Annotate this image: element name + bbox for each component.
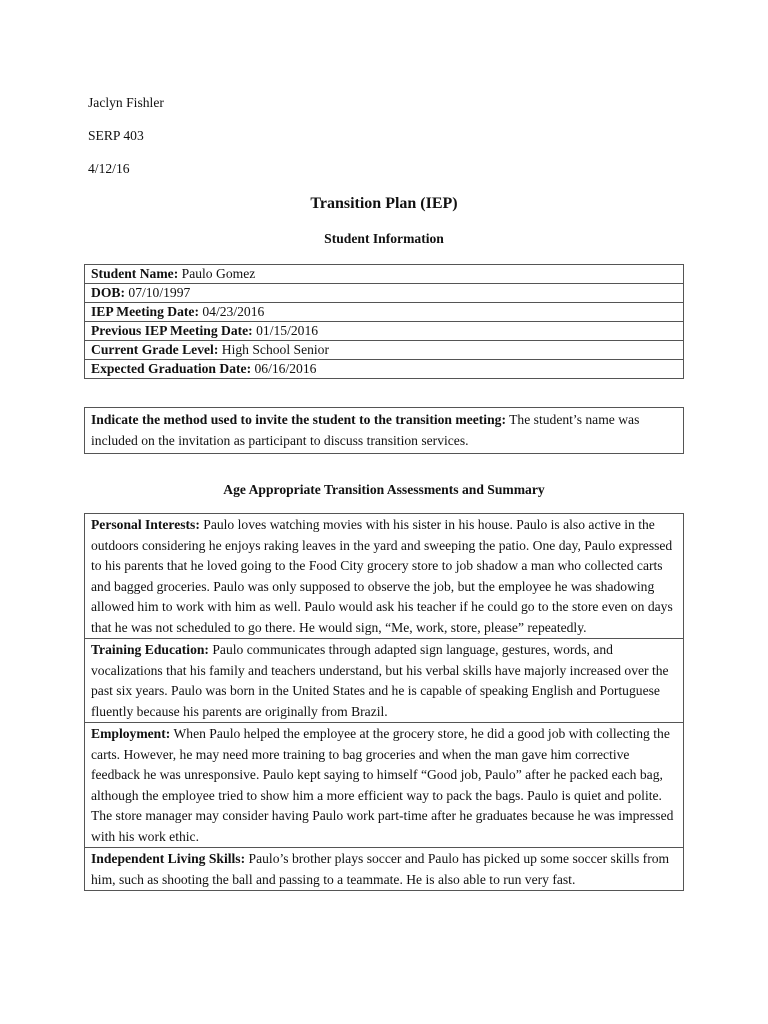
student-info-row [85, 303, 683, 322]
student-info-heading: Student Information [324, 231, 444, 246]
row-label: Expected Graduation Date: [91, 361, 252, 376]
row-value: 01/15/2016 [256, 323, 319, 338]
student-info-row [85, 360, 683, 378]
row-label: Current Grade Level: [91, 342, 219, 357]
assessment-label: Independent Living Skills: [91, 851, 246, 866]
document-title: Transition Plan (IEP) [310, 195, 458, 212]
assessment-label: Training Education: [91, 642, 209, 657]
invitation-box [84, 407, 684, 454]
row-value: 06/16/2016 [254, 361, 317, 376]
assessment-label: Personal Interests: [91, 517, 200, 532]
assessment-text: When Paulo helped the employee at the grocery store, he did a good job with collecting the carts. However, he may need more training to bag groceries and when the man gave him corrective feedback he was unresponsive. Paulo kept saying to himself “Good job, Paulo” after he packed each bag, although the employee tried to show him a more efficient way to pack the bags. Paulo is quiet and polite. The store manager may consider having Paulo work part-time after he graduates because he was impressed with his work ethic. [91, 726, 674, 844]
course-code: SERP 403 [88, 128, 144, 143]
invitation-label: Indicate the method used to invite the student to the transition meeting: [91, 412, 506, 427]
student-info-row [85, 341, 683, 360]
assessment-row-employment [85, 723, 683, 848]
student-info-row [85, 265, 683, 284]
student-info-row [85, 284, 683, 303]
document-date: 4/12/16 [88, 161, 130, 176]
assessments-table [84, 513, 684, 891]
row-value: 07/10/1997 [128, 285, 191, 300]
student-info-row [85, 322, 683, 341]
row-label: Student Name: [91, 266, 179, 281]
assessment-text: Paulo loves watching movies with his sister in his house. Paulo is also active in the outdoors considering he enjoys raking leaves in the yard and sweeping the patio. One day, Paulo expressed to his parents that he loved going to the Food City grocery store to job shadow a man who collected carts and bagged groceries. Paulo was only supposed to observe the job, but the employee he was shadowing allowed him to work with him as well. Paulo would ask his teacher if he could go to the store even on days that he was not scheduled to go there. He would sign, “Me, work, store, please” repeatedly. [91, 517, 673, 635]
invitation-text [85, 408, 683, 453]
row-value: High School Senior [221, 342, 330, 357]
author-name: Jaclyn Fishler [88, 95, 164, 110]
row-label: Previous IEP Meeting Date: [91, 323, 253, 338]
assessment-row-training-education [85, 639, 683, 723]
assessments-heading: Age Appropriate Transition Assessments and Summary [223, 482, 545, 497]
row-label: DOB: [91, 285, 125, 300]
invitation-value: The student’s name was included on the invitation as participant to discuss transition services. [91, 412, 640, 448]
assessment-text: Paulo’s brother plays soccer and Paulo has picked up some soccer skills from him, such as shooting the ball and passing to a teammate. He is also able to run very fast. [91, 851, 670, 887]
assessment-text: Paulo communicates through adapted sign language, gestures, words, and vocalizations that his family and teachers understand, but his verbal skills have majorly increased over the past six years. Paulo was born in the United States and he is capable of speaking English and Portuguese fluently because his parents are originally from Brazil. [91, 642, 669, 719]
assessment-row-independent-living [85, 848, 683, 890]
assessment-label: Employment: [91, 726, 171, 741]
row-label: IEP Meeting Date: [91, 304, 199, 319]
row-value: 04/23/2016 [202, 304, 265, 319]
row-value: Paulo Gomez [181, 266, 256, 281]
student-info-table [84, 264, 684, 379]
assessment-row-personal-interests [85, 514, 683, 639]
